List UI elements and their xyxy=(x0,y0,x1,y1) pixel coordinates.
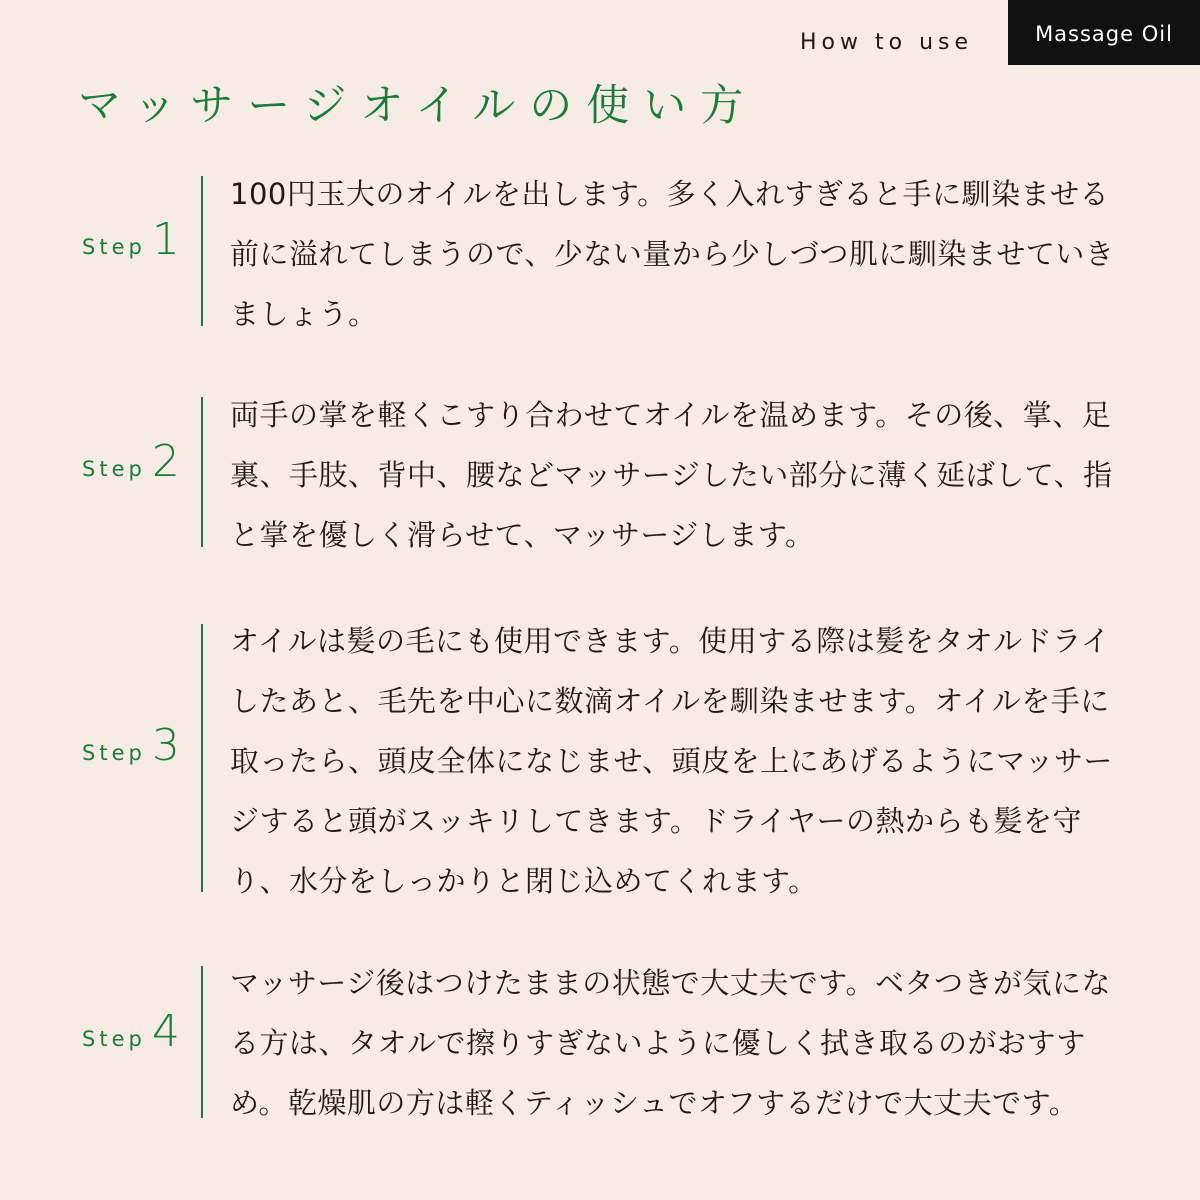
step-2-word: Step xyxy=(82,457,146,481)
step-3-number: 3 xyxy=(151,720,180,771)
step-3-label xyxy=(82,720,192,771)
step-4-text: マッサージ後はつけたままの状態で大丈夫です。ベタつきが気になる方は、タオルで擦りすぎないように優しく拭き取るのがおすすめ。乾燥肌の方は軽くティッシュでオフするだけで大丈夫です。 xyxy=(230,966,1111,1120)
page-title: マッサージオイルの使い方 xyxy=(78,81,758,131)
massage-oil-tab: Massage Oil xyxy=(1008,0,1200,65)
step-1-divider xyxy=(201,176,203,326)
step-2-text: 両手の掌を軽くこすり合わせてオイルを温めます。その後、掌、足裏、手肢、背中、腰などマッサージしたい部分に薄く延ばして、指と掌を優しく滑らせて、マッサージします。 xyxy=(230,398,1113,552)
step-2-label xyxy=(82,436,192,487)
step-2-number: 2 xyxy=(151,436,180,487)
step-4-word: Step xyxy=(82,1027,146,1051)
step-2-divider xyxy=(201,397,203,547)
step-4-divider xyxy=(201,966,203,1118)
step-1-label xyxy=(82,214,192,265)
step-3-divider xyxy=(201,624,203,892)
step-3-text: オイルは髪の毛にも使用できます。使用する際は髪をタオルドライしたあと、毛先を中心に数滴オイルを馴染ませます。オイルを手に取ったら、頭皮全体になじませ、頭皮を上にあげるようにマッサージすると頭がスッキリしてきます。ドライヤーの熱からも髪を守り、水分をしっかりと閉じ込めてくれます。 xyxy=(230,624,1113,898)
step-3-word: Step xyxy=(82,741,146,765)
step-1-number: 1 xyxy=(151,214,180,265)
how-to-use-label: How to use xyxy=(800,30,974,55)
step-1-text: 100円玉大のオイルを出します。多く入れすぎると手に馴染ませる前に溢れてしまうので、少ない量から少しづつ肌に馴染ませていきましょう。 xyxy=(230,177,1115,331)
step-4-number: 4 xyxy=(151,1006,180,1057)
step-1-word: Step xyxy=(82,235,146,259)
step-4-label xyxy=(82,1006,192,1057)
